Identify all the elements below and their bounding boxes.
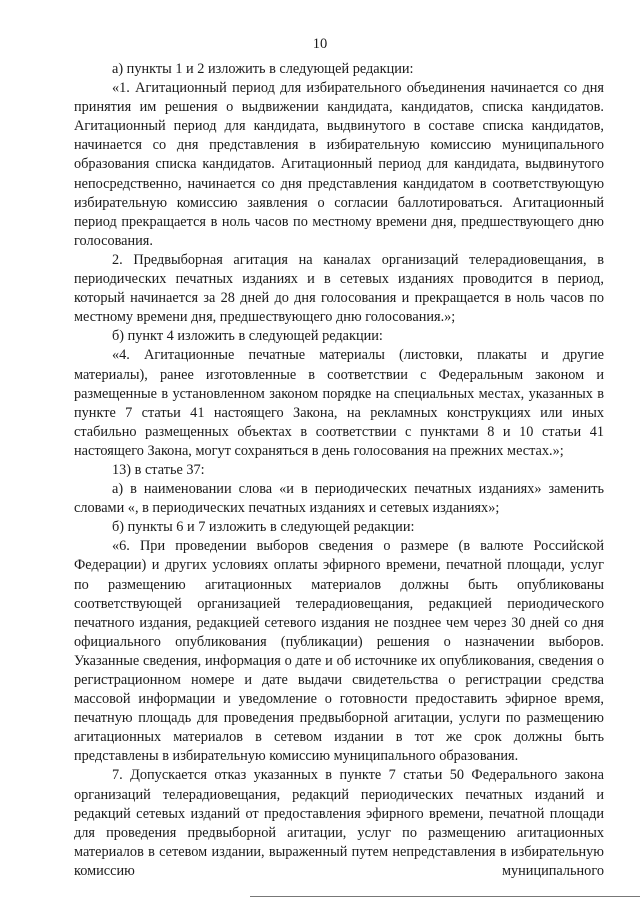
paragraph-clause-4: «4. Агитационные печатные материалы (листовки, плакаты и другие материалы), ранее изготовленные в соответствии с Федеральным законом и размещенные в установленном законом порядке на специальных местах, указанных в пункте 7 статьи 41 настоящего Закона, на рекламных конструкциях или иных стабильно размещенных объектах в соответствии с пунктами 8 и 10 статьи 41 настоящего Закона, могут сохраняться в день голосования на прежних местах.»; [74,347,604,459]
document-body [74,60,604,881]
paragraph-clause-6: «6. При проведении выборов сведения о размере (в валюте Российской Федерации) и других условиях оплаты эфирного времени, печатной площади, услуг по размещению агитационных материалов должны быть опубликованы соответствующей организацией телерадиовещания, редакцией периодического печатного издания, редакцией сетевого издания не позднее чем через 30 дней со дня официального опубликования (публикации) решения о назначении выборов. Указанные сведения, информация о дате и об источнике их опубликования, сведения о регистрационном номере и дате выдачи свидетельства о регистрации средства массовой информации и уведомление о готовности предоставить эфирное время, печатную площадь для проведения предвыборной агитации, услуги по размещению агитационных материалов в сетевом издании в тот же срок должны быть представлены в избирательную комиссию муниципального образования. [74,538,604,765]
bottom-divider [250,896,640,897]
paragraph-clause-2: 2. Предвыборная агитация на каналах организаций телерадиовещания, в периодических печатных изданиях и в сетевых изданиях проводится в период, который начинается за 28 дней до дня голосования и прекращается в ноль часов по местному времени дня, предшествующего дню голосования.»; [74,251,604,326]
paragraph-item-13: 13) в статье 37: [112,461,205,478]
paragraph-amendment-b: б) пункт 4 изложить в следующей редакции: [112,328,383,345]
paragraph-amendment-a: а) пункты 1 и 2 изложить в следующей редакции: [112,61,414,77]
paragraph-amendment-13a: а) в наименовании слова «и в периодических печатных изданиях» заменить словами «, в периодических печатных изданиях и сетевых изданиях»; [74,481,604,517]
paragraph-amendment-13b: б) пункты 6 и 7 изложить в следующей редакции: [112,519,415,536]
page-number: 10 [312,36,328,52]
paragraph-clause-1: «1. Агитационный период для избирательного объединения начинается со дня принятия им решения о выдвижении кандидата, кандидатов, списка кандидатов. Агитационный период для кандидата, выдвинутого в составе списка кандидатов, начинается со дня представления в избирательную комиссию муниципального образования списка кандидатов. Агитационный период для кандидата, выдвинутого непосредственно, начинается со дня представления кандидатом в соответствующую избирательную комиссию заявления о согласии баллотироваться. Агитационный период прекращается в ноль часов по местному времени дня, предшествующего дню голосования. [74,80,604,249]
paragraph-clause-7: 7. Допускается отказ указанных в пункте 7 статьи 50 Федерального закона организаций телерадиовещания, редакций периодических печатных изданий и редакций сетевых изданий от предоставления эфирного времени, печатной площади для проведения предвыборной агитации, услуг по размещению агитационных материалов в сетевом издании, выраженный путем непредставления в избирательную комиссию муниципального [74,767,604,879]
